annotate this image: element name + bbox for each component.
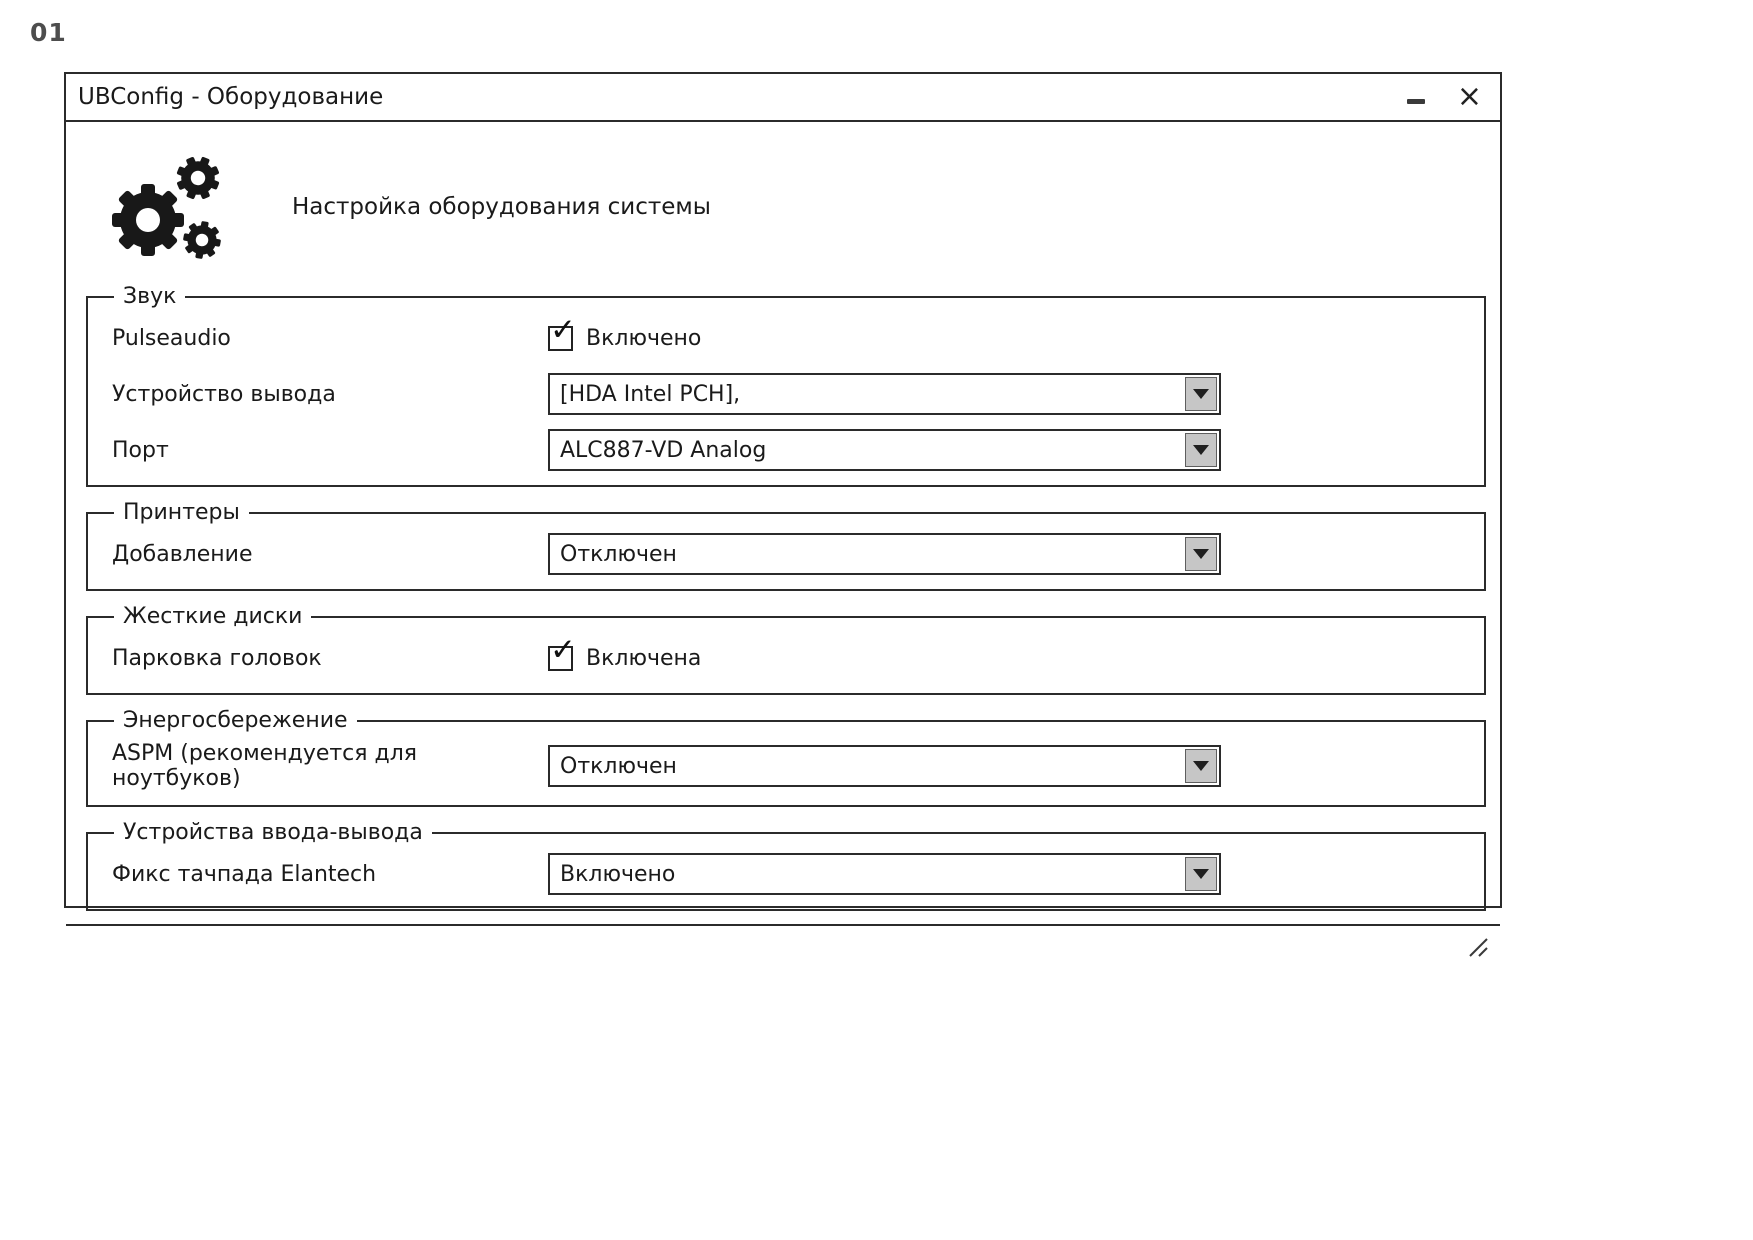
field-label: Фикс тачпада Elantech: [112, 861, 377, 887]
checkbox-box: [548, 631, 576, 671]
elantech-fix-select[interactable]: [548, 853, 1221, 895]
section-printers-legend: Принтеры: [123, 500, 240, 525]
page-label: 01: [30, 18, 67, 47]
pulseaudio-checkbox[interactable]: [548, 311, 702, 359]
dropdown-button[interactable]: [1185, 433, 1217, 467]
field-label: Pulseaudio: [112, 325, 231, 351]
titlebar: [66, 74, 1500, 122]
section-io-devices-legend: Устройства ввода-вывода: [123, 820, 423, 845]
printer-add-select[interactable]: [548, 533, 1221, 575]
output-device-select[interactable]: [548, 373, 1221, 415]
header-subtitle: Настройка оборудования системы: [292, 194, 711, 220]
section-power-saving-legend: Энергосбережение: [123, 708, 348, 733]
checkmark-icon: ✓: [550, 631, 576, 668]
select-value: Отключен: [560, 753, 677, 779]
header: [86, 128, 1486, 284]
dropdown-button[interactable]: [1185, 377, 1217, 411]
chevron-down-icon: [1193, 389, 1209, 399]
window-title: UBConfig - Оборудование: [78, 84, 384, 110]
statusbar: [66, 924, 1500, 964]
minimize-icon: [1407, 99, 1425, 104]
head-parking-checkbox[interactable]: [548, 631, 702, 679]
dropdown-button[interactable]: [1185, 857, 1217, 891]
field-label: ASPM (рекомендуется для ноутбуков): [112, 741, 418, 791]
window-controls: [1405, 79, 1482, 114]
field-label: Порт: [112, 437, 169, 463]
field-label: Парковка головок: [112, 645, 322, 671]
port-select[interactable]: [548, 429, 1221, 471]
minimize-button[interactable]: [1405, 82, 1427, 112]
section-sound-legend: Звук: [123, 284, 177, 309]
select-value: [HDA Intel PCH],: [560, 381, 741, 407]
section-power-saving: [86, 708, 1486, 807]
checkmark-icon: ✓: [550, 311, 576, 348]
select-value: Отключен: [560, 541, 677, 567]
row-head-parking: [112, 631, 1474, 679]
field-label: Устройство вывода: [112, 381, 336, 407]
section-printers: [86, 500, 1486, 591]
chevron-down-icon: [1193, 761, 1209, 771]
resize-grip[interactable]: [1466, 937, 1490, 957]
window-content: [66, 122, 1500, 924]
checkbox-state-label: Включено: [586, 325, 702, 351]
select-value: ALC887-VD Analog: [560, 437, 767, 463]
row-port: [112, 429, 1474, 471]
ubconfig-window: [64, 72, 1502, 908]
checkbox-box: [548, 311, 576, 351]
row-printer-add: [112, 533, 1474, 575]
checkbox-state-label: Включена: [586, 645, 702, 671]
row-aspm: [112, 741, 1474, 791]
gears-icon: [106, 148, 234, 266]
chevron-down-icon: [1193, 549, 1209, 559]
section-hard-disks-legend: Жесткие диски: [123, 604, 303, 629]
chevron-down-icon: [1193, 445, 1209, 455]
dropdown-button[interactable]: [1185, 749, 1217, 783]
select-value: Включено: [560, 861, 676, 887]
close-button[interactable]: [1456, 79, 1482, 114]
section-sound: [86, 284, 1486, 487]
dropdown-button[interactable]: [1185, 537, 1217, 571]
row-pulseaudio: [112, 311, 1474, 359]
field-label: Добавление: [112, 541, 253, 567]
aspm-select[interactable]: [548, 745, 1221, 787]
close-icon: ×: [1456, 79, 1482, 114]
row-output-device: [112, 373, 1474, 415]
section-hard-disks: [86, 604, 1486, 695]
row-elantech-fix: [112, 853, 1474, 895]
chevron-down-icon: [1193, 869, 1209, 879]
section-io-devices: [86, 820, 1486, 911]
